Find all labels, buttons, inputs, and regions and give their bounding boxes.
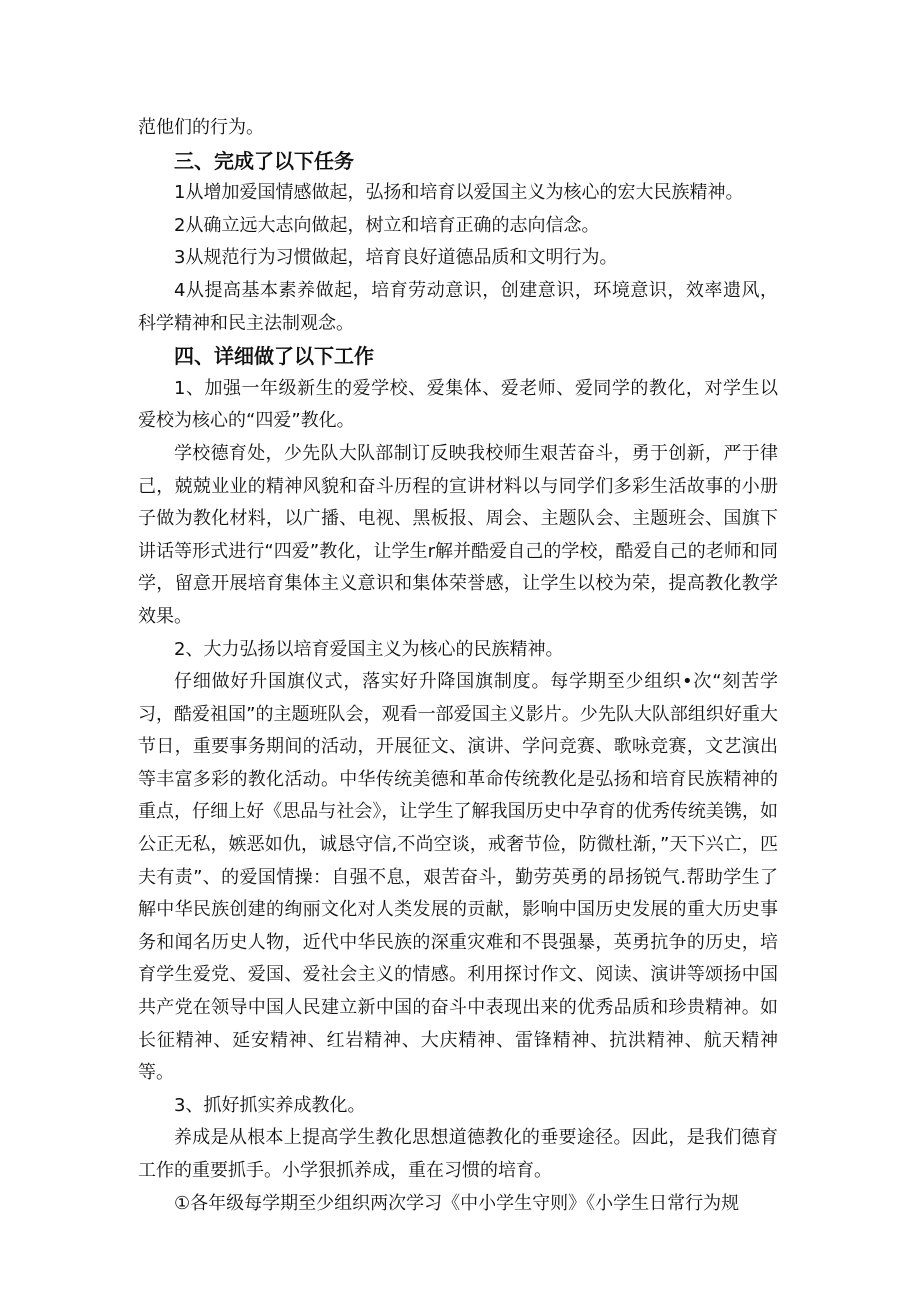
work-item-3-title: 3、抓好抓实养成教化。 bbox=[174, 1094, 366, 1116]
work-item-3-sub-1: ①各年级每学期至少组织两次学习《中小学生守则》《小学生日常行为规 bbox=[174, 1192, 740, 1214]
work-item-3-body: 养成是从根本上提高学生教化思想道德教化的垂要途径。因此，是我们德育工作的重要抓手。小学狠抓养成，重在习惯的培育。 bbox=[138, 1127, 778, 1181]
task-item-1: 1从增加爱国情感做起，弘扬和培育以爱国主义为核心的宏大民族精神。 bbox=[174, 182, 744, 204]
work-item-1-title: 1、加强一年级新生的爱学校、爱集体、爱老师、爱同学的教化，对学生以爱校为核心的“四爱”教化。 bbox=[138, 377, 778, 432]
task-item-2: 2从确立远大志向做起，树立和培育正确的志向信念。 bbox=[174, 214, 600, 236]
section-heading-three: 三、完成了以下任务 bbox=[174, 148, 354, 173]
paragraph-continuation: 范他们的行为。 bbox=[138, 117, 264, 138]
section-heading-four: 四、详细做了以下工作 bbox=[174, 344, 374, 369]
task-item-3: 3从规范行为习惯做起，培育良好道德品质和文明行为。 bbox=[174, 247, 618, 269]
task-item-4: 4从提高基本素养做起，培育劳动意识，创建意识，环境意识，效率遗风，科学精神和民主法制观念。 bbox=[138, 279, 778, 334]
work-item-2-title: 2、大力弘扬以培育爱国主义为核心的民族精神。 bbox=[174, 638, 564, 660]
document-body bbox=[138, 112, 778, 1220]
work-item-1-body: 学校德育处，少先队大队部制订反映我校师生艰苦奋斗，勇于创新，严于律己，兢兢业业的精神风貌和奋斗历程的宣讲材料以与同学们多彩生活故事的小册子做为教化材料，以广播、电视、黑板报、周会、主题队会、主题班会、国旗下讲话等形式进行“四爱”教化，让学生r解并酷爱自己的学校，酷爱自己的老师和同学，留意开展培育集体主义意识和集体荣誉感，让学生以校为荣，提高教化教学效果。 bbox=[138, 442, 778, 627]
work-item-2-body: 仔细做好升国旗仪式，落实好升降国旗制度。每学期至少组织•次“刻苦学习，酷爱祖国”的主题班队会，观看一部爱国主义影片。少先队大队部组织好重大节日，重要事务期间的活动，开展征文、演讲、学问竞赛、歌咏竞赛，文艺演出等丰富多彩的教化活动。中华传统美德和革命传统教化是弘扬和培育民族精神的重点，仔细上好《思品与社会》，让学生了解我国历史中孕育的优秀传统美镌，如公正无私，嫉恶如仇，诚恳守信,不尚空谈，戒奢节俭，防微杜渐，”天下兴亡，匹夫有责”、的爱国情操：自强不息，艰苦奋斗，勤劳英勇的昂扬锐气.帮助学生了解中华民族创建的绚丽文化对人类发展的贡献，影响中国历史发展的重大历史事务和闻名历史人物，近代中华民族的深重灾难和不畏强暴，英勇抗争的历史，培育学生爱党、爱国、爱社会主义的情感。利用探讨作文、阅读、演讲等颂扬中国共产党在领导中国人民建立新中国的奋斗中表现出来的优秀品质和珍贵精神。如长征精神、延安精神、红岩精神、大庆精神、雷锋精神、抗洪精神、航天精神等。 bbox=[138, 671, 778, 1084]
